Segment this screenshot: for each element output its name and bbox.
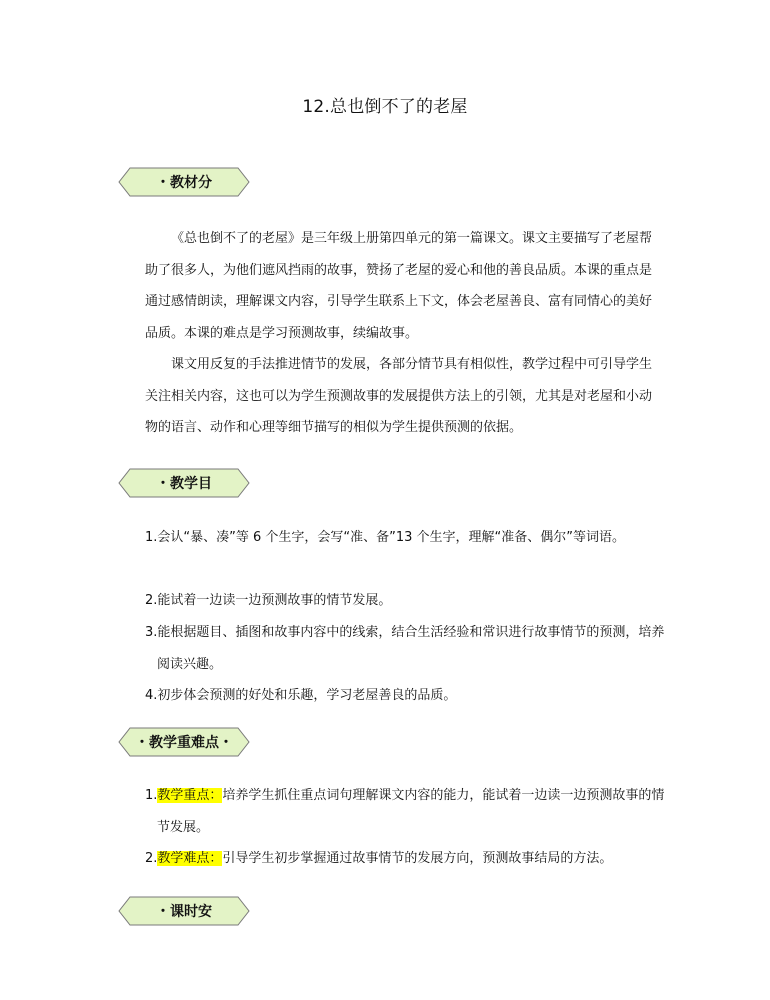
section-label: ・教材分: [156, 175, 212, 191]
section-tag-schedule: [118, 896, 250, 926]
keypoint-number: 1.: [145, 788, 158, 803]
goal-item-2: 2.能试着一边读一边预测故事的情节发展。: [145, 593, 392, 608]
material-paragraph-2: 课文用反复的手法推进情节的发展，各部分情节具有相似性，教学过程中可引导学生关注相关内容，这也可以为学生预测故事的发展提供方法上的引领，尤其是对老屋和小动物的语言、动作和心理等细节描写的相似为学生提供预测的依据。: [145, 357, 653, 435]
difficulty-label-highlight: 教学难点：: [157, 851, 223, 866]
keypoint-text: 培养学生抓住重点词句理解课文内容的能力，能试着一边读一边预测故事的情节发展。: [157, 788, 665, 835]
section-label: ・教学目: [156, 476, 212, 492]
page-title: 12.总也倒不了的老屋: [302, 97, 468, 117]
goal-item-3: 3.能根据题目、插图和故事内容中的线索，结合生活经验和常识进行故事情节的预测，培养阅读兴趣。: [145, 625, 665, 672]
section-tag-keypoints: [118, 727, 250, 757]
keypoint-number: 2.: [145, 851, 158, 866]
section-label: ・教学重难点・: [135, 735, 233, 751]
keypoint-label-highlight: 教学重点：: [157, 788, 223, 803]
goal-item-4: 4.初步体会预测的好处和乐趣，学习老屋善良的品质。: [145, 688, 457, 703]
keypoint-item-1: [145, 780, 669, 843]
material-paragraph-1: 《总也倒不了的老屋》是三年级上册第四单元的第一篇课文。课文主要描写了老屋帮助了很多人，为他们遮风挡雨的故事，赞扬了老屋的爱心和他的善良品质。本课的重点是通过感情朗读，理解课文内容，引导学生联系上下文，体会老屋善良、富有同情心的美好品质。本课的难点是学习预测故事，续编故事。: [145, 231, 653, 341]
section-tag-goals: [118, 468, 250, 498]
section-label: ・课时安: [156, 904, 212, 920]
section-tag-material: [118, 167, 250, 197]
goal-item-1: 1.会认“暴、凑”等 6 个生字，会写“准、备”13 个生字，理解“准备、偶尔”等词语。: [145, 530, 626, 545]
keypoint-text: 引导学生初步掌握通过故事情节的发展方向，预测故事结局的方法。: [222, 851, 613, 866]
keypoint-item-2: [145, 843, 669, 875]
